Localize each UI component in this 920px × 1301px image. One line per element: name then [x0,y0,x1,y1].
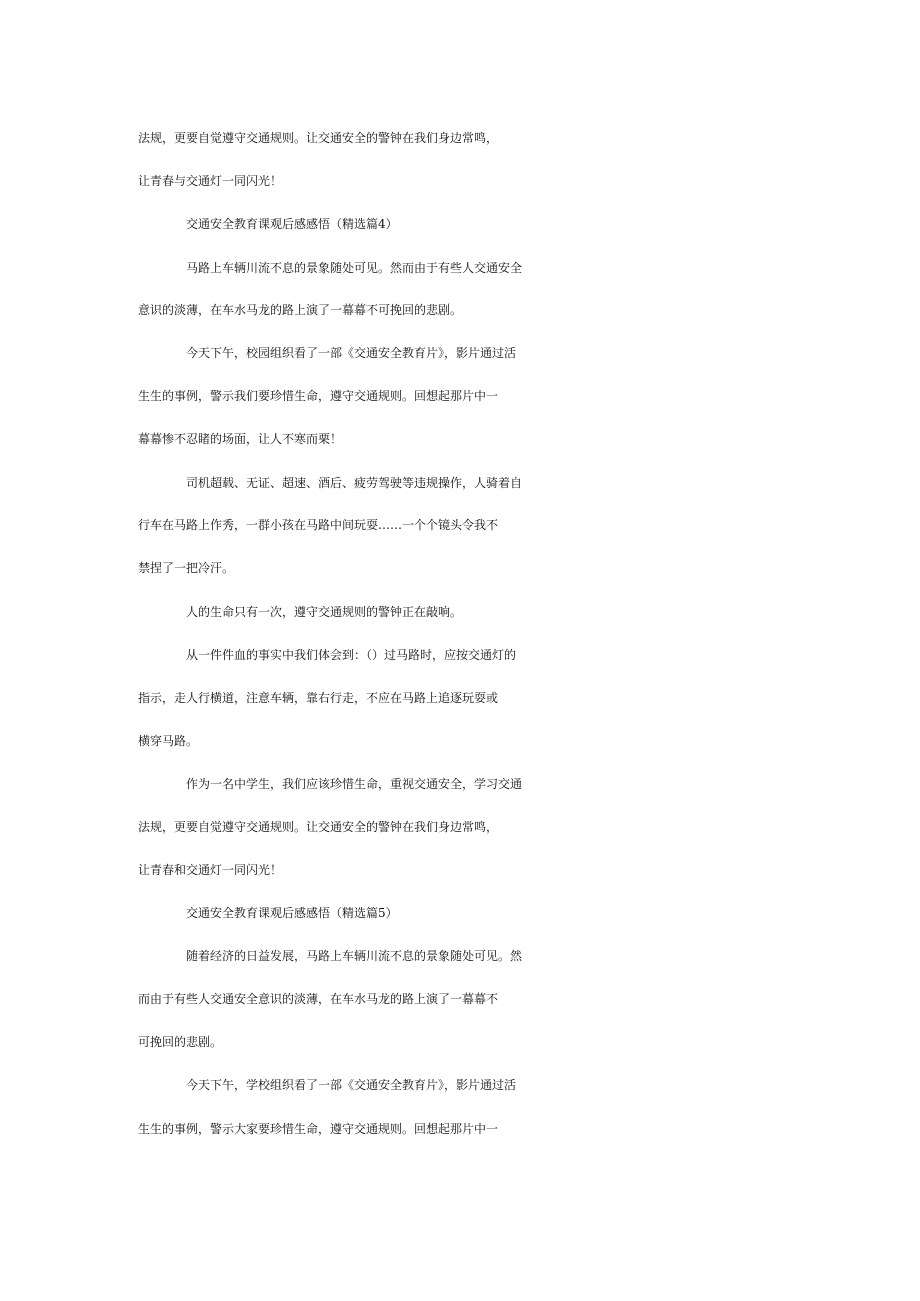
text-line: 让青春与交通灯一同闪光！ [138,174,283,188]
text-line: 随着经济的日益发展，马路上车辆川流不息的景象随处可见。然 [186,949,523,963]
text-line: 可挽回的悲剧。 [138,1035,223,1049]
text-line: 人的生命只有一次，遵守交通规则的警钟正在敲响。 [186,605,463,619]
text-line: 而由于有些人交通安全意识的淡薄，在车水马龙的路上演了一幕幕不 [138,992,499,1006]
text-line: 马路上车辆川流不息的景象随处可见。然而由于有些人交通安全 [186,261,523,275]
text-line: 行车在马路上作秀，一群小孩在马路中间玩耍……一个个镜头令我不 [138,518,499,532]
text-line: 让青春和交通灯一同闪光！ [138,863,283,877]
text-line: 法规，更要自觉遵守交通规则。让交通安全的警钟在我们身边常鸣， [138,131,499,145]
text-line: 从一件件血的事实中我们体会到：（）过马路时，应按交通灯的 [186,648,517,662]
text-line: 生生的事例，警示我们要珍惜生命，遵守交通规则。回想起那片中一 [138,389,499,403]
text-line: 法规，更要自觉遵守交通规则。让交通安全的警钟在我们身边常鸣， [138,820,499,834]
text-line: 指示，走人行横道，注意车辆，靠右行走，不应在马路上追逐玩耍或 [138,691,499,705]
text-line: 横穿马路。 [138,734,199,748]
text-line: 禁捏了一把冷汗。 [138,561,235,575]
section-heading: 交通安全教育课观后感感悟（精选篇4） [186,217,398,231]
text-line: 今天下午，校园组织看了一部《交通安全教育片》，影片通过活 [186,346,517,360]
text-line: 幕幕惨不忍睹的场面，让人不寒而栗！ [138,432,343,446]
text-line: 司机超载、无证、超速、酒后、疲劳驾驶等违规操作，人骑着自 [186,476,523,490]
text-line: 今天下午，学校组织看了一部《交通安全教育片》，影片通过活 [186,1078,517,1092]
text-line: 意识的淡薄，在车水马龙的路上演了一幕幕不可挽回的悲剧。 [138,303,463,317]
text-line: 作为一名中学生，我们应该珍惜生命，重视交通安全，学习交通 [186,777,523,791]
section-heading: 交通安全教育课观后感感悟（精选篇5） [186,906,398,920]
text-line: 生生的事例，警示大家要珍惜生命，遵守交通规则。回想起那片中一 [138,1122,499,1136]
